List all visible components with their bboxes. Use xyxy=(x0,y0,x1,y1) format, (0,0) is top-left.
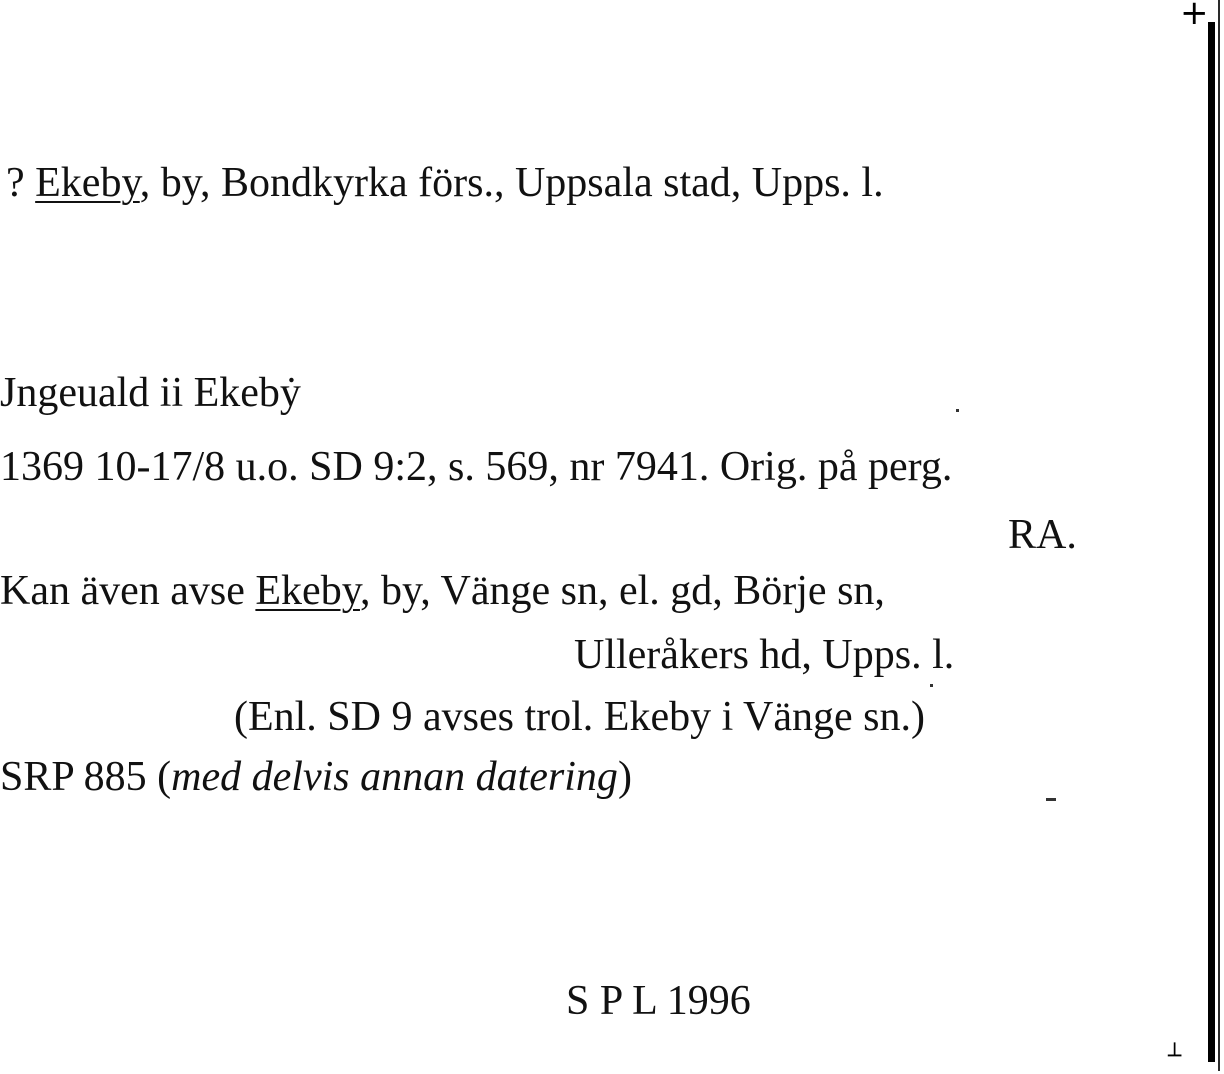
registration-mark-top: + xyxy=(1180,0,1209,33)
signature-line: S P L 1996 xyxy=(566,978,751,1024)
srp-italic: med delvis annan datering xyxy=(171,754,618,800)
alternative-line-2: Ulleråkers hd, Upps. l. xyxy=(574,632,955,678)
scan-edge-bar xyxy=(1208,22,1215,1062)
alternative-line xyxy=(0,566,885,616)
heading-prefix: ? xyxy=(6,160,36,206)
scan-speck xyxy=(930,684,933,687)
registration-mark-bottom: ┴ xyxy=(1168,1044,1182,1069)
alternative-prefix: Kan även avse xyxy=(0,568,256,614)
srp-prefix: SRP 885 ( xyxy=(0,754,172,800)
scan-speck xyxy=(1046,798,1056,801)
scan-edge-line xyxy=(1218,0,1220,1071)
note-line: (Enl. SD 9 avses trol. Ekeby i Vänge sn.) xyxy=(234,694,925,740)
srp-suffix: ) xyxy=(617,754,632,800)
srp-line xyxy=(0,752,632,802)
heading-place-rest: , by, Bondkyrka förs., Uppsala stad, Upps. l. xyxy=(139,160,884,206)
alternative-place-link: Ekeby xyxy=(255,568,360,614)
citation-line: 1369 10-17/8 u.o. SD 9:2, s. 569, nr 7941. Orig. på perg. xyxy=(0,444,953,490)
alternative-rest: , by, Vänge sn, el. gd, Börje sn, xyxy=(359,568,885,614)
heading-place-link: Ekeby xyxy=(35,160,140,206)
scan-speck xyxy=(956,409,959,412)
name-line: Jngeuald ii Ekebẏ xyxy=(0,370,301,416)
heading-line xyxy=(6,158,884,208)
archive-line: RA. xyxy=(1008,512,1077,558)
